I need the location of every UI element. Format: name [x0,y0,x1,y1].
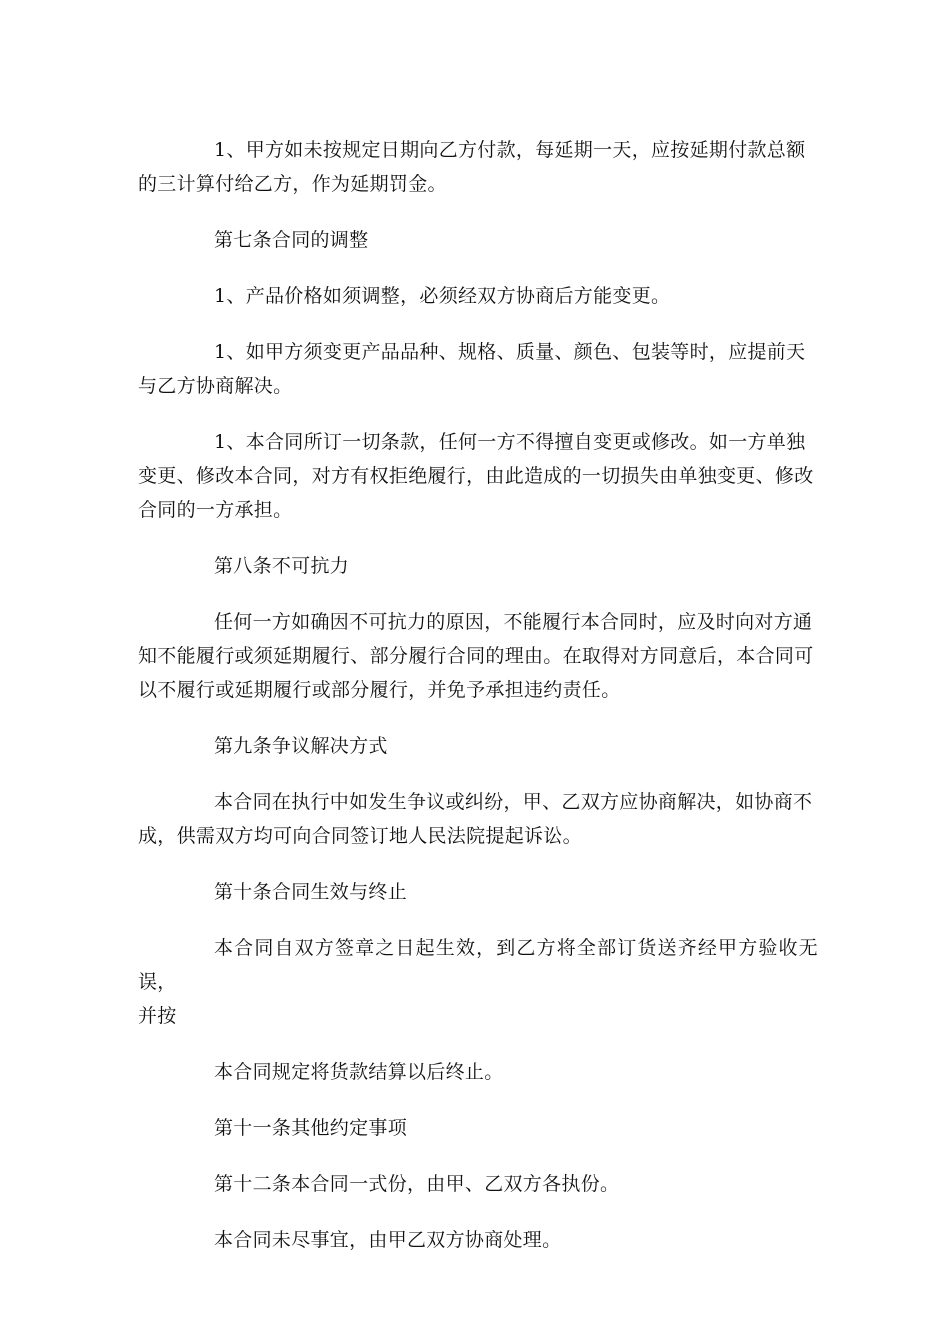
paragraph-termination [138,1055,818,1089]
heading-article-9 [138,729,818,763]
paragraph-effectiveness [138,931,818,1033]
text-line: 本合同自双方签章之日起生效，到乙方将全部订货送齐经甲方验收无误， [138,937,818,993]
heading-article-8 [138,549,818,583]
text-line: 本合同未尽事宜，由甲乙双方协商处理。 [214,1229,562,1251]
text-line: 任何一方如确因不可抗力的原因，不能履行本合同时，应及时向对方通 [214,611,813,633]
text-line: 第十二条本合同一式份，由甲、乙双方各执份。 [214,1173,620,1195]
text-line: 第八条不可抗力 [214,555,350,577]
text-line: 的三计算付给乙方，作为延期罚金。 [138,173,447,195]
text-line: 1、本合同所订一切条款，任何一方不得擅自变更或修改。如一方单独 [214,431,806,453]
paragraph-price-adjustment [138,279,818,313]
text-line: 1、产品价格如须调整，必须经双方协商后方能变更。 [214,285,671,307]
text-line: 并按 [138,1005,177,1027]
paragraph-terms-modification [138,425,818,527]
heading-article-10 [138,875,818,909]
text-line: 合同的一方承担。 [138,499,293,521]
text-line: 1、如甲方须变更产品品种、规格、质量、颜色、包装等时，应提前天 [214,341,806,363]
paragraph-force-majeure [138,605,818,707]
text-line: 1、甲方如未按规定日期向乙方付款，每延期一天，应按延期付款总额 [214,139,806,161]
paragraph-late-payment [138,133,818,201]
text-line: 第十一条其他约定事项 [214,1117,408,1139]
heading-article-12 [138,1167,818,1201]
text-line: 以不履行或延期履行或部分履行，并免予承担违约责任。 [138,679,621,701]
text-line: 变更、修改本合同，对方有权拒绝履行，由此造成的一切损失由单独变更、修改 [138,465,814,487]
document-body [138,133,818,1279]
text-line: 与乙方协商解决。 [138,375,293,397]
text-line: 知不能履行或须延期履行、部分履行合同的理由。在取得对方同意后，本合同可 [138,645,814,667]
paragraph-product-change [138,335,818,403]
text-line: 成，供需双方均可向合同签订地人民法院提起诉讼。 [138,825,582,847]
text-line: 第九条争议解决方式 [214,735,388,757]
heading-article-11 [138,1111,818,1145]
text-line: 第十条合同生效与终止 [214,881,408,903]
text-line: 第七条合同的调整 [214,229,369,251]
text-line: 本合同在执行中如发生争议或纠纷，甲、乙双方应协商解决，如协商不 [214,791,813,813]
paragraph-unresolved-matters [138,1223,818,1257]
text-line: 本合同规定将货款结算以后终止。 [214,1061,504,1083]
heading-article-7 [138,223,818,257]
paragraph-dispute [138,785,818,853]
